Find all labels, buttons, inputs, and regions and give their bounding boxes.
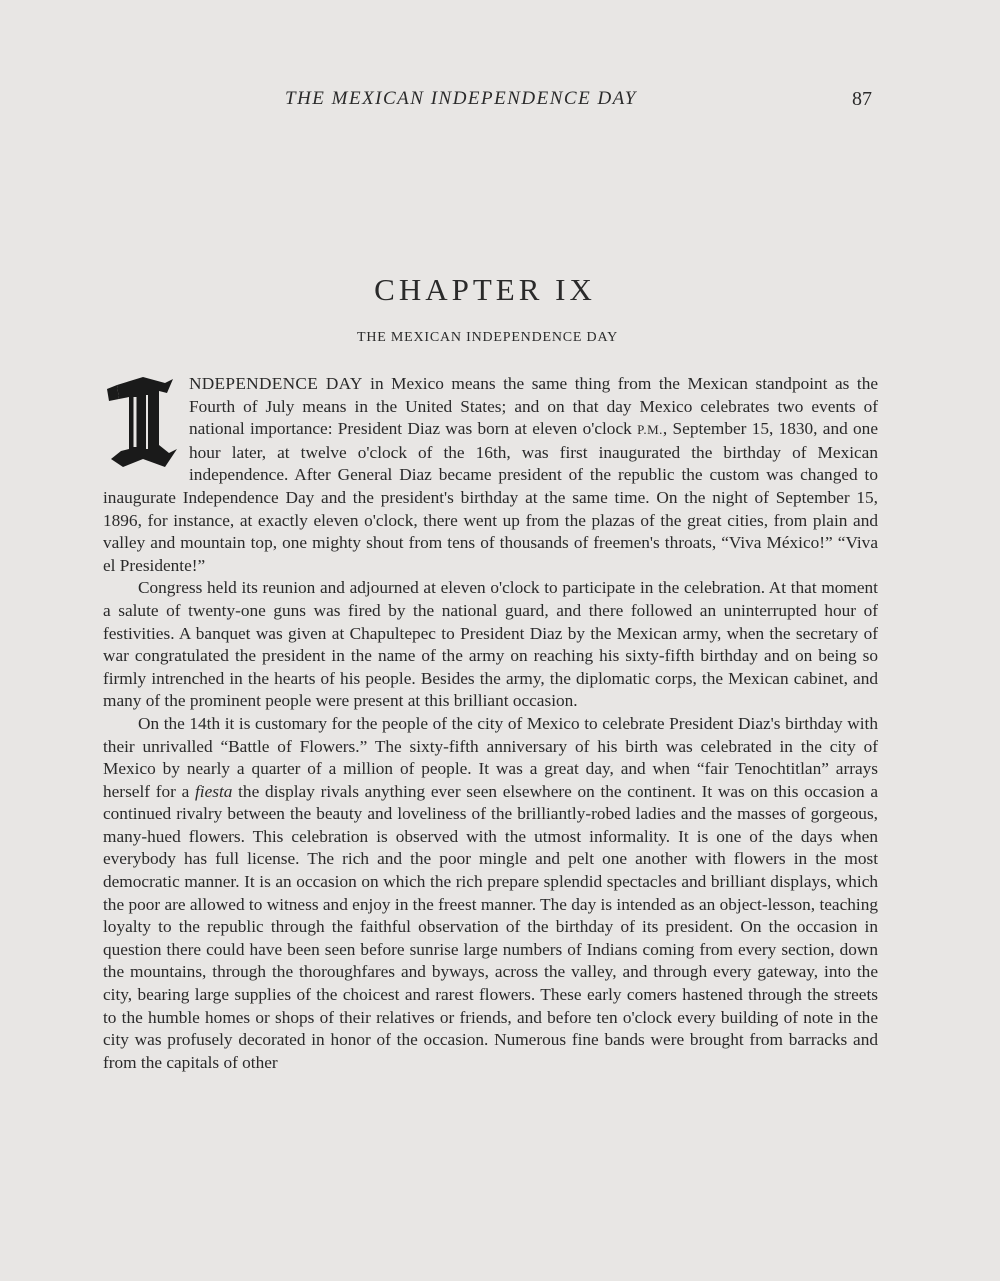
paragraph-3-text-a: On the 14th it is customary for the people of the city of Mexico to celebrate President Diaz's birthday with their unrivalled “Battle of Flowers.” The sixty-fifth anniversary of his birth was celebrated in the city of Mexico by nearly a quarter of a million of people. It was a great day, and when “fair Tenochtitlan” arrays herself for a [103, 713, 878, 801]
fiesta-italic: fiesta [194, 781, 233, 801]
paragraph-3 [103, 713, 878, 1075]
paragraph-1 [103, 373, 878, 577]
body-text [103, 373, 878, 1074]
opening-caps: NDEPENDENCE DAY [189, 374, 363, 393]
chapter-title: CHAPTER IX [374, 272, 596, 307]
pm-abbreviation: P.M. [637, 422, 663, 438]
drop-cap-letter [103, 375, 179, 469]
paragraph-1-text-a: in Mexico means the same thing from the Mexican standpoint as the Fourth of July means in the United States; and on that day Mexico celebrates two events of national importance: President Diaz was born at eleven o'clock [189, 374, 879, 439]
paragraph-2: Congress held its reunion and adjourned at eleven o'clock to participate in the celebration. At that moment a salute of twenty-one guns was fired by the national guard, and there followed an uninterrupted hour of festivities. A banquet was given at Chapultepec to President Diaz by the Mexican army, when the secretary of war congratulated the president in the name of the army on reaching his sixty-fifth birthday and on being so firmly intrenched in the hearts of his people. Besides the army, the diplomatic corps, the Mexican cabinet, and many of the prominent people were present at this brilliant occasion. [103, 578, 878, 711]
paragraph-3-text-b: the display rivals anything ever seen elsewhere on the continent. It was on this occasion a continued rivalry between the beauty and loveliness of the brilliantly-robed ladies and the masses of gorgeous, many-hued flowers. This celebration is observed with the utmost informality. It is one of the days when everybody has full license. The rich and the poor mingle and pelt one another with flowers in the most democratic manner. It is an occasion on which the rich prepare splendid spectacles and brilliant displays, which the poor are allowed to witness and enjoy in the freest manner. The day is intended as an object-lesson, teaching loyalty to the republic through the faithful observation of the birthday of its president. On the occasion in question there could have been seen before sunrise large numbers of Indians coming from every section, down the mountains, through the thoroughfares and byways, across the valley, and through every gateway, into the city, bearing large supplies of the choicest and rarest flowers. These early comers hastened through the streets to the humble homes or shops of their relatives or friends, and before ten o'clock every building of note in the city was profusely decorated in honor of the occasion. Numerous fine bands were brought from barracks and from the capitals of other [103, 781, 878, 1072]
chapter-subtitle: THE MEXICAN INDEPENDENCE DAY [356, 330, 619, 345]
page-number: 87 [852, 88, 872, 110]
running-title: THE MEXICAN INDEPENDENCE DAY [285, 88, 637, 109]
blackletter-i-drop-cap [103, 375, 179, 469]
paragraph-1-text-b: , September 15, 1830, and one hour later, at twelve o'clock of the 16th, was first inaugurated the birthday of Mexican independence. After General Diaz became president of the republic the custom was changed to inaugurate Independence Day and the president's birthday at the same time. On the night of September 15, 1896, for instance, at exactly eleven o'clock, there went up from the plazas of the great cities, from plain and valley and mountain top, one mighty shout from tens of thousands of freemen's throats, “Viva México!” “Viva el Presidente!” [103, 419, 878, 575]
